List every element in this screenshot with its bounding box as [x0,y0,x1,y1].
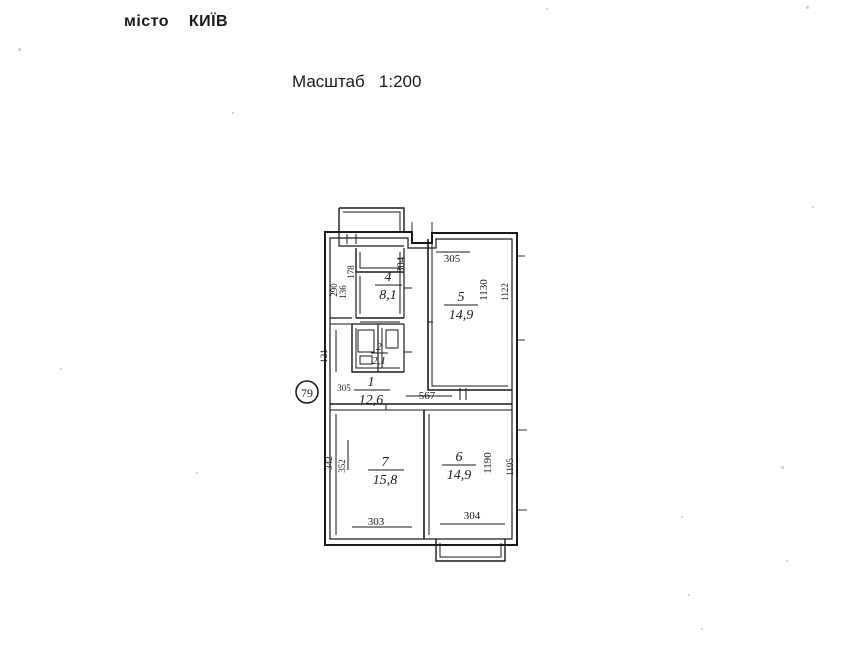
svg-text:8,1: 8,1 [379,288,397,303]
svg-text:5: 5 [457,290,465,305]
svg-text:4: 4 [384,270,392,285]
svg-text:15,8: 15,8 [372,473,398,488]
page-title-city: місто КИЇВ [124,13,229,30]
dim-1130: 1130 [478,279,490,301]
dim-304-top: 304 [395,256,407,274]
scan-speck [18,48,21,51]
dim-1195: 1195 [505,458,515,476]
scan-speck [701,628,703,630]
scan-speck [546,8,548,10]
dim-121: 121 [319,349,329,363]
svg-text:14,9: 14,9 [448,308,474,323]
dim-567: 567 [418,390,436,402]
stamp-label: 79 [301,386,313,400]
room-label-4 [375,270,402,303]
dim-303-bot: 303 [367,516,385,528]
room-label-1 [354,375,390,408]
scan-speck [196,472,198,474]
dim-178: 178 [346,265,356,279]
svg-text:7: 7 [381,455,389,470]
dim-305-left: 305 [337,383,351,393]
dim-342-left: 342 [324,456,334,470]
svg-text:2,1: 2,1 [372,355,386,367]
dim-305-top: 305 [443,253,461,265]
room-labels [354,270,478,488]
dim-1190: 1190 [482,452,494,474]
scan-speck [781,466,784,469]
dim-290: 290 [329,283,339,297]
scan-speck [60,368,62,370]
svg-text:1: 1 [367,375,375,390]
room-label-7 [368,455,404,488]
stamp-marker [296,381,318,403]
scan-speck [806,6,809,9]
svg-text:12,6: 12,6 [358,393,384,408]
dim-136: 136 [338,285,348,299]
svg-text:2: 2 [376,341,382,353]
svg-text:6: 6 [455,450,463,465]
scan-speck [812,206,814,208]
scan-speck [681,516,683,518]
scan-speck [786,560,788,562]
dim-352-left: 352 [337,459,347,473]
dim-1122: 1122 [500,283,510,301]
dim-304-bot: 304 [463,510,481,522]
room-label-5 [444,290,478,323]
scan-speck [688,594,690,596]
scan-speck [232,112,234,114]
room-label-6 [442,450,476,483]
svg-text:14,9: 14,9 [446,468,472,483]
plan-walls [325,208,527,561]
scale-label: Масштаб 1:200 [292,72,422,91]
